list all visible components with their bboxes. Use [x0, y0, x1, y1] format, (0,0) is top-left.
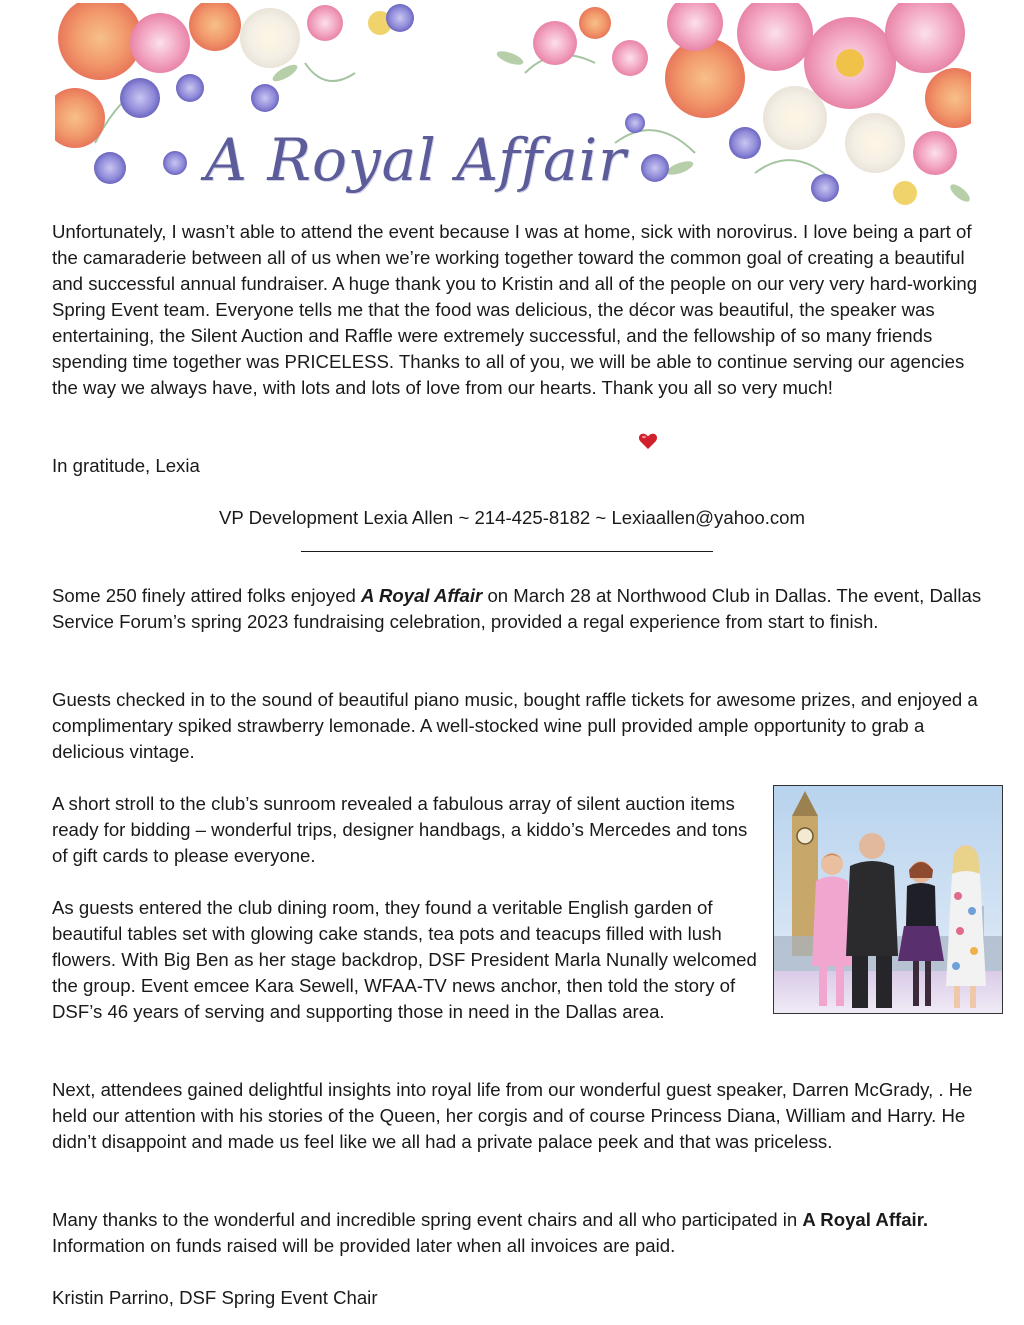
article-paragraph-1 [52, 583, 982, 635]
event-name: A Royal Affair [361, 585, 483, 606]
signature: Kristin Parrino, DSF Spring Event Chair [52, 1287, 378, 1308]
article-paragraph-3: A short stroll to the club’s sunroom revealed a fabulous array of silent auction items ready for bidding – wonderful trips, designer handbags, a kiddo’s Mercedes and tons of gift cards to please everyone. [52, 793, 748, 866]
p2-text-before: Some 250 finely attired folks enjoyed [52, 585, 362, 606]
p7-text-after: Information on funds raised will be provided later when all invoices are paid. [52, 1235, 676, 1256]
article-paragraph-5: Next, attendees gained delightful insights into royal life from our wonderful guest speaker, Darren McGrady, . He held our attention with his stories of the Queen, her corgis and of course Princess Diana, William and Harry. He didn’t disappoint and made us feel like we all had a private palace peek and that was priceless. [52, 1079, 973, 1152]
p2-text-after: on March 28 at Northwood Club in Dallas. The event, Dallas Service Forum’s spring 2023 fundraising celebration, provided a regal experience from start to finish. [52, 585, 982, 632]
article-paragraph-2: Guests checked in to the sound of beautiful piano music, bought raffle tickets for awesome prizes, and enjoyed a complimentary spiked strawberry lemonade. A well-stocked wine pull provided ample opportunity to grab a delicious vintage. [52, 689, 978, 762]
heart-icon [638, 431, 658, 451]
contact-line: VP Development Lexia Allen ~ 214-425-8182 ~ Lexiaallen@yahoo.com [218, 507, 806, 528]
event-name-closing: A Royal Affair. [802, 1209, 929, 1230]
letter-body: Unfortunately, I wasn’t able to attend the event because I was at home, sick with norovirus. I love being a part of the camaraderie between all of us when we’re working together toward the common goal of creating a beautiful and successful annual fundraiser. A huge thank you to Kristin and all of the people on our very very hard-working Spring Event team. Everyone tells me that the food was delicious, the décor was beautiful, the speaker was entertaining, the Silent Auction and Raffle were extremely successful, and the fellowship of so many friends spending time together was PRICELESS. Thanks to all of you, we will be able to continue serving our agencies the way we always have, with lots and lots of love from our hearts. Thank you all so very much! [52, 221, 978, 398]
banner-title: A Royal Affair [205, 126, 627, 194]
article-paragraph-4: As guests entered the club dining room, they found a veritable English garden of beautiful tables set with glowing cake stands, tea pots and teacups filled with lush flowers. With Big Ben as her stage backdrop, DSF President Marla Nunally welcomed the group. Event emcee Kara Sewell, WFAA-TV news anchor, then told the story of DSF’s 46 years of serving and supporting those in need in the Dallas area. [52, 897, 757, 1022]
letter-signoff: In gratitude, Lexia [52, 455, 200, 476]
p7-text-before: Many thanks to the wonderful and incredible spring event chairs and all who participated in [52, 1209, 803, 1230]
event-photo [773, 785, 1003, 1014]
divider-line [301, 551, 713, 552]
article-paragraph-6 [52, 1207, 982, 1259]
floral-banner [55, 3, 971, 213]
